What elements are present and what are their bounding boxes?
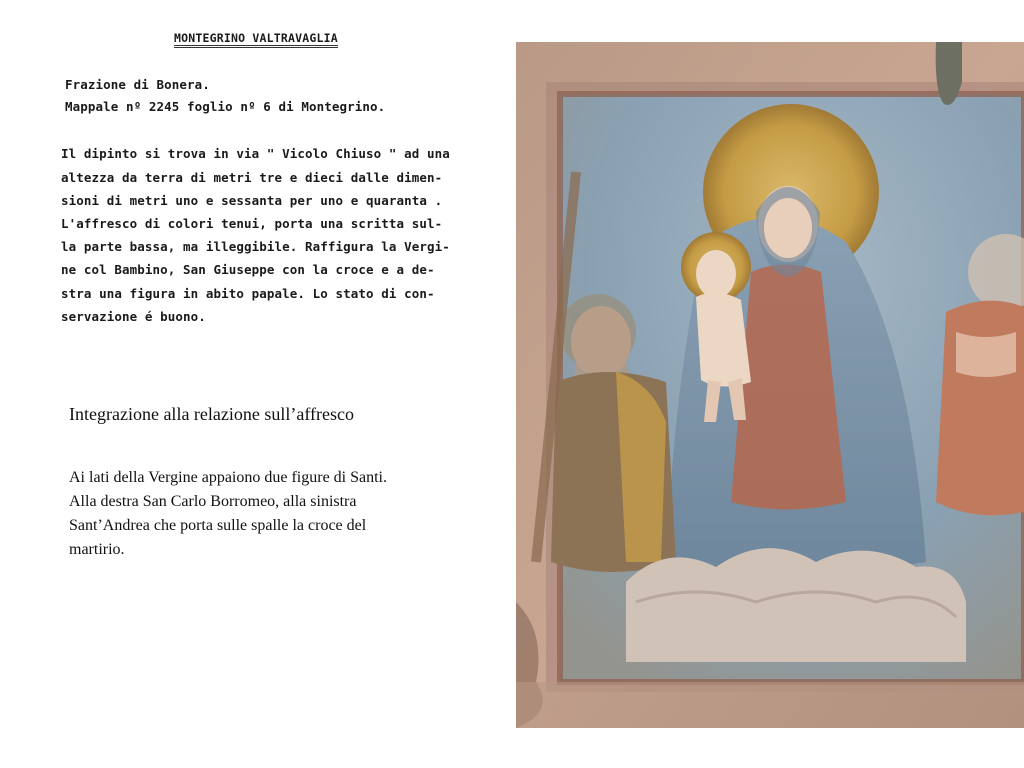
description-line: ne col Bambino, San Giuseppe con la croce e a de- [61,262,435,277]
description-line: servazione é buono. [61,309,206,324]
location-line: Frazione di Bonera. [65,77,210,92]
description-line: Il dipinto si trova in via " Vicolo Chiuso " ad una [61,146,450,161]
saint-right-robe [936,301,1024,516]
description-line: L'affresco di colori tenui, porta una scritta sul- [61,216,443,231]
integration-line: Sant’Andrea che porta sulle spalle la croce del [69,517,367,534]
integration-line: Alla destra San Carlo Borromeo, alla sinistra [69,493,357,510]
description-line: la parte bassa, ma illeggibile. Raffigura la Vergi- [61,239,450,254]
typewritten-document [0,0,500,345]
description-line: sioni di metri uno e sessanta per uno e quaranta . [61,193,443,208]
integration-heading: Integrazione alla relazione sull’affresco [69,404,355,424]
saint-left-face [571,306,631,378]
integration-line: martirio. [69,541,125,558]
child-face [696,250,736,298]
fresco-image [516,42,1024,728]
fresco-photo [516,42,1024,728]
description-line: stra una figura in abito papale. Lo stato di con- [61,286,435,301]
description-line: altezza da terra di metri tre e dieci dalle dimen- [61,170,443,185]
integration-line: Ai lati della Vergine appaiono due figure di Santi. [69,469,387,486]
map-reference-line: Mappale nº 2245 foglio nº 6 di Montegrino. [65,99,386,114]
document-title: MONTEGRINO VALTRAVAGLIA [174,31,338,48]
